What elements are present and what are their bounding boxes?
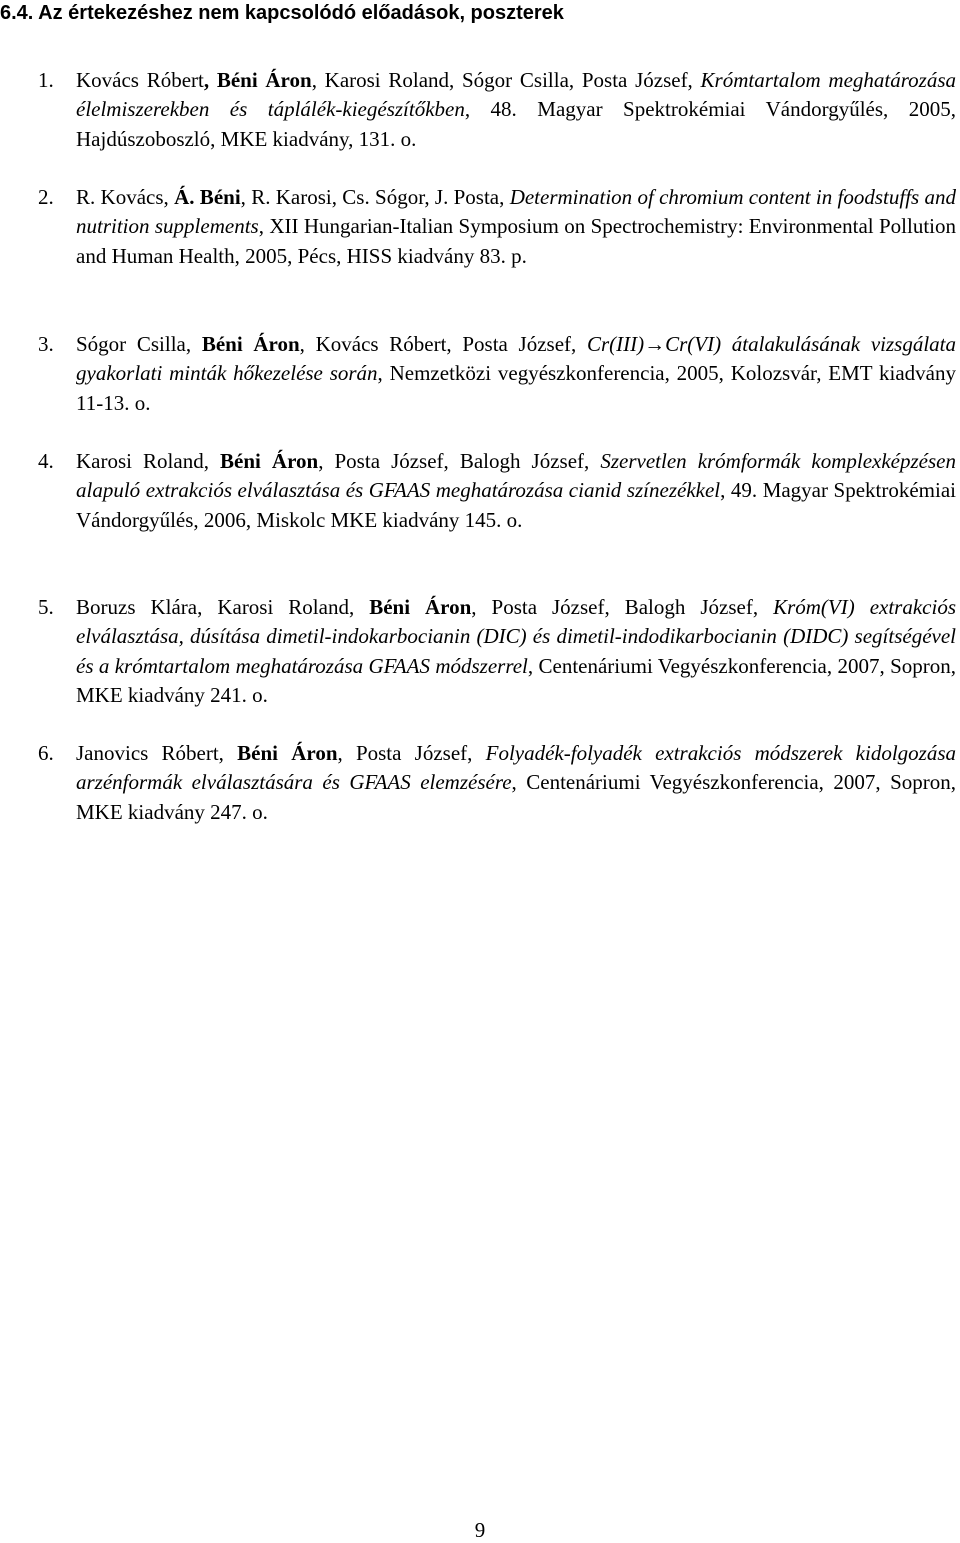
reference-authors: R. Kovács, [76,185,175,209]
reference-item [38,447,956,535]
reference-author-highlight: , Béni Áron [203,68,312,92]
reference-authors: Karosi Roland, [76,449,221,473]
reference-venue: , 49. Magyar Spektrokémiai Vándorgyűlés, 2006, Miskolc MKE kiadvány 145. o. [76,478,956,532]
reference-author-highlight: Á. Béni [174,185,241,209]
reference-title: Króm(VI) extrakciós elválasztása, dúsítása dimetil-indokarbocianin (DIC) és dimetil-indodikarbocianin (DIDC) segítségével és a krómtartalom meghatározása GFAAS módszerrel [76,595,956,678]
reference-venue: , Centenáriumi Vegyészkonferencia, 2007, Sopron, MKE kiadvány 247. o. [76,770,956,824]
reference-venue: , Nemzetközi vegyészkonferencia, 2005, Kolozsvár, EMT kiadvány 11-13. o. [76,361,956,415]
section-heading: 6.4. Az értekezéshez nem kapcsolódó előadások, poszterek [0,2,564,24]
reference-title: Determination of chromium content in foodstuffs and nutrition supplements [76,185,956,239]
reference-authors: Kovács Róbert [76,68,204,92]
reference-title: Cr(III)→Cr(VI) átalakulásának vizsgálata gyakorlati minták hőkezelése során [76,332,956,386]
reference-title: Szervetlen krómformák komplexképzésen alapuló extrakciós elválasztása és GFAAS meghatározása cianid színezékkel [76,449,956,503]
reference-number: 1. [38,68,54,92]
reference-venue: , Centenáriumi Vegyészkonferencia, 2007, Sopron, MKE kiadvány 241. o. [76,653,957,708]
page-number: 9 [474,1518,486,1542]
reference-coauthors: , Posta József, Balogh József, [318,449,601,473]
reference-authors: Janovics Róbert, [76,741,238,765]
reference-item [38,66,956,154]
reference-item [38,183,956,271]
reference-title: Krómtartalom meghatározása élelmiszerekben és táplálék-kiegészítőkben [76,68,956,122]
reference-item [38,739,956,827]
reference-title: Folyadék-folyadék extrakciós módszerek kidolgozása arzénformák elválasztására és GFAAS elemzésére [76,741,956,795]
reference-authors: Boruzs Klára, Karosi Roland, [76,595,370,619]
reference-number: 6. [38,741,54,765]
reference-item [38,593,957,711]
reference-venue: , 48. Magyar Spektrokémiai Vándorgyűlés, 2005, Hajdúszoboszló, MKE kiadvány, 131. o. [76,97,956,151]
reference-number: 4. [38,449,54,473]
reference-author-highlight: Béni Áron [237,741,338,765]
reference-number: 3. [38,332,54,356]
reference-coauthors: , Posta József, [337,741,486,765]
reference-authors: Sógor Csilla, [76,332,202,356]
reference-item [38,330,956,418]
reference-coauthors: , Kovács Róbert, Posta József, [299,332,587,356]
reference-number: 5. [38,595,54,619]
reference-number: 2. [38,185,54,209]
reference-author-highlight: Béni Áron [201,332,300,356]
reference-venue: , XII Hungarian-Italian Symposium on Spectrochemistry: Environmental Pollution and Human Health, 2005, Pécs, HISS kiadvány 83. p. [76,214,956,268]
reference-author-highlight: Béni Áron [369,595,472,619]
reference-coauthors: , Posta József, Balogh József, [471,595,774,619]
reference-coauthors: , R. Karosi, Cs. Sógor, J. Posta, [240,185,510,209]
reference-author-highlight: Béni Áron [220,449,319,473]
reference-coauthors: , Karosi Roland, Sógor Csilla, Posta József, [311,68,701,92]
